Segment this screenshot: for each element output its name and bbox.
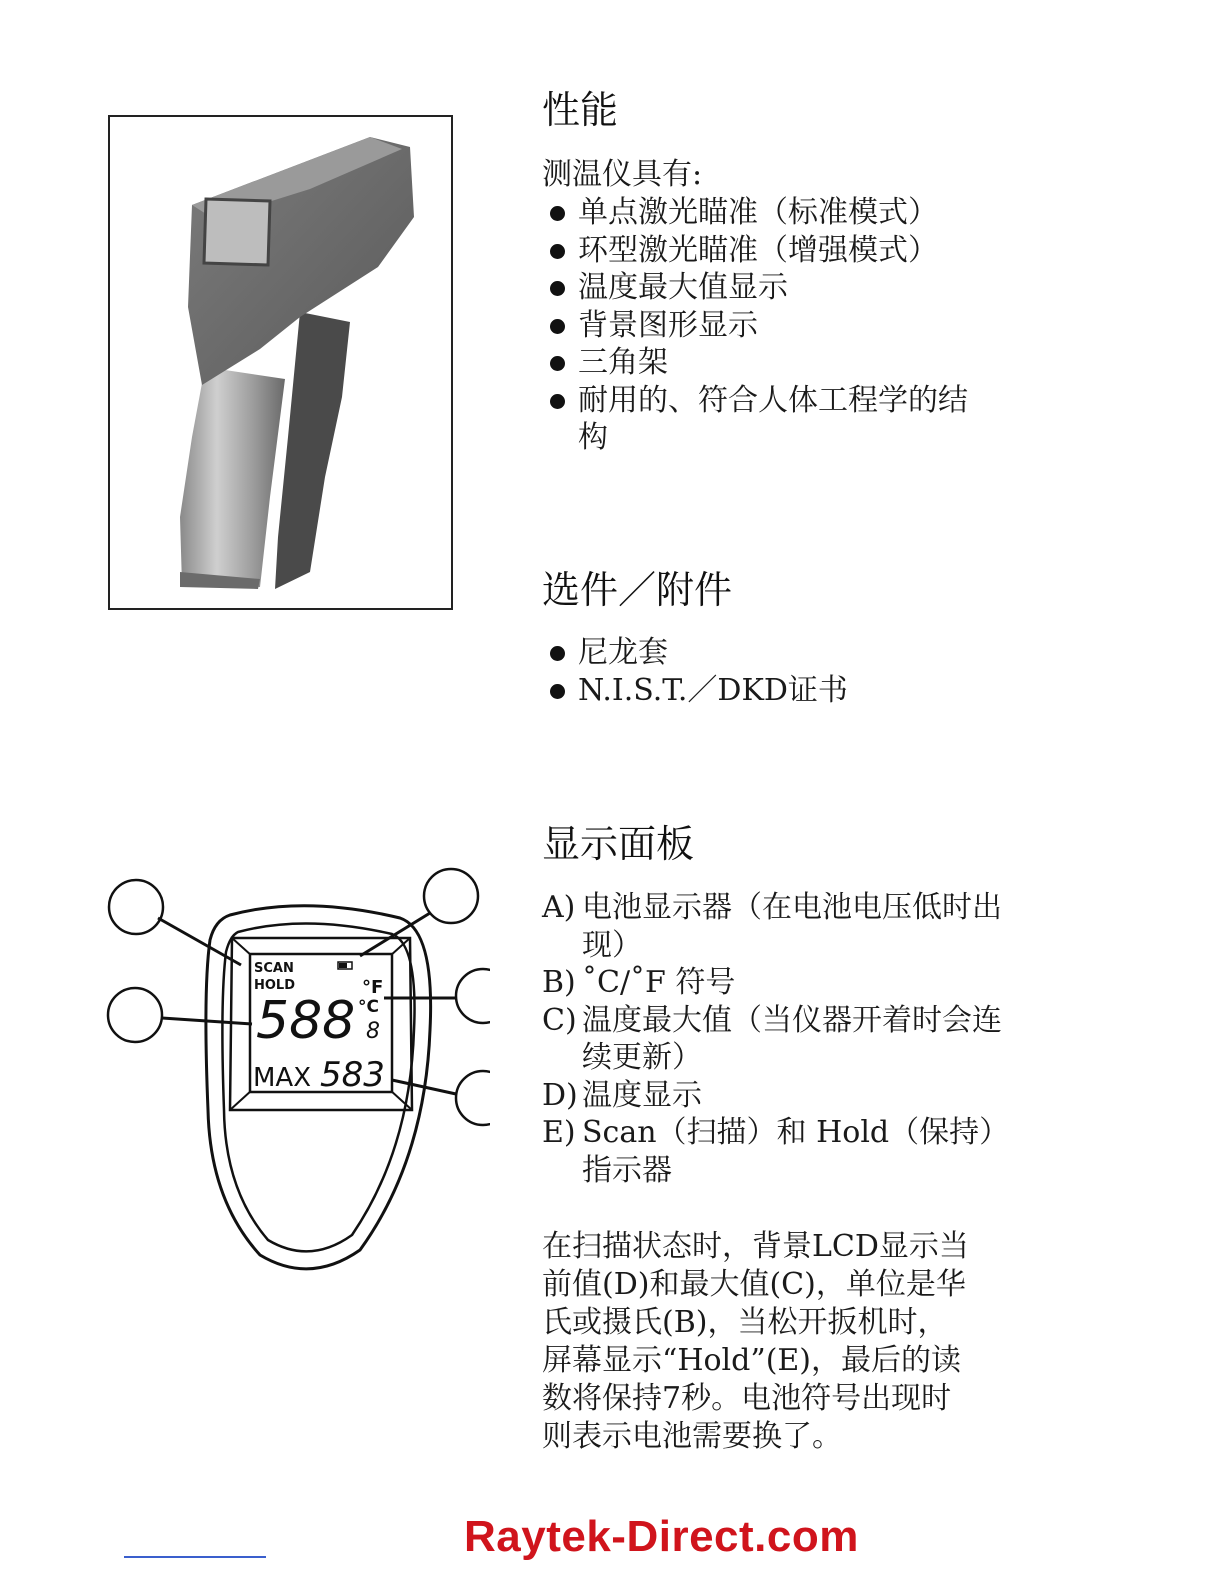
list-item — [542, 1114, 1002, 1189]
callout-circle — [456, 969, 490, 1023]
item-marker: E) — [542, 1115, 576, 1150]
list-item — [542, 1002, 1002, 1077]
scan-indicator: SCAN — [254, 961, 294, 976]
main-temperature: 588 — [256, 991, 356, 1051]
item-marker: A) — [542, 890, 576, 925]
lcd-diagram — [100, 860, 490, 1300]
item-text: 温度显示 — [582, 1077, 702, 1113]
list-item: 背景图形显示 — [542, 307, 972, 345]
list-item: 单点激光瞄准（标准模式） — [542, 194, 972, 232]
thermometer-illustration — [110, 117, 451, 608]
options-list — [542, 634, 972, 709]
callout-circle — [456, 1071, 490, 1125]
item-text: ˚C/˚F 符号 — [582, 965, 736, 1000]
unit-fahrenheit: °F — [362, 977, 384, 998]
list-item: 尼龙套 — [542, 634, 972, 672]
list-item: 三角架 — [542, 344, 972, 382]
thermometer-photo-frame — [108, 115, 453, 610]
list-item: 耐用的、符合人体工程学的结构 — [542, 382, 968, 457]
features-title: 性能 — [542, 88, 619, 132]
display-panel-list — [542, 889, 1002, 1189]
list-item: 环型激光瞄准（增强模式） — [542, 232, 972, 270]
item-text: 温度最大值（当仪器开着时会连续更新） — [582, 1002, 1002, 1075]
list-item — [542, 964, 1002, 1002]
features-list — [542, 194, 972, 457]
options-title: 选件／附件 — [542, 568, 733, 612]
list-item: N.I.S.T.／DKD证书 — [542, 672, 972, 710]
item-text: Scan（扫描）和 Hold（保持）指示器 — [582, 1115, 995, 1188]
item-marker: C) — [542, 1002, 577, 1038]
callout-circle — [424, 869, 478, 923]
item-marker: D) — [542, 1077, 578, 1113]
hold-indicator: HOLD — [254, 978, 296, 993]
main-temperature-decimal: 8 — [366, 1019, 380, 1044]
display-panel-paragraph: 在扫描状态时，背景LCD显示当前值(D)和最大值(C)，单位是华氏或摄氏(B)，当松开扳机时，屏幕显示“Hold”(E)，最后的读数将保持7秒。电池符号出现时则表示电池需要换了。 — [542, 1229, 969, 1454]
list-item — [542, 889, 1002, 964]
max-label: MAX — [253, 1063, 312, 1093]
list-item — [542, 1077, 1002, 1115]
item-text: 电池显示器（在电池电压低时出现） — [582, 890, 1002, 963]
callout-circle — [109, 880, 163, 934]
list-item: 温度最大值显示 — [542, 269, 972, 307]
callout-circle — [108, 988, 162, 1042]
display-panel-title: 显示面板 — [542, 822, 695, 866]
unit-celsius: °C — [358, 997, 379, 1017]
footer-link-underline[interactable] — [124, 1556, 266, 1558]
max-temperature: 583 — [320, 1055, 385, 1095]
site-name[interactable]: Raytek-Direct.com — [464, 1512, 859, 1561]
item-marker: B) — [542, 965, 576, 1000]
features-intro: 测温仪具有: — [542, 157, 703, 192]
